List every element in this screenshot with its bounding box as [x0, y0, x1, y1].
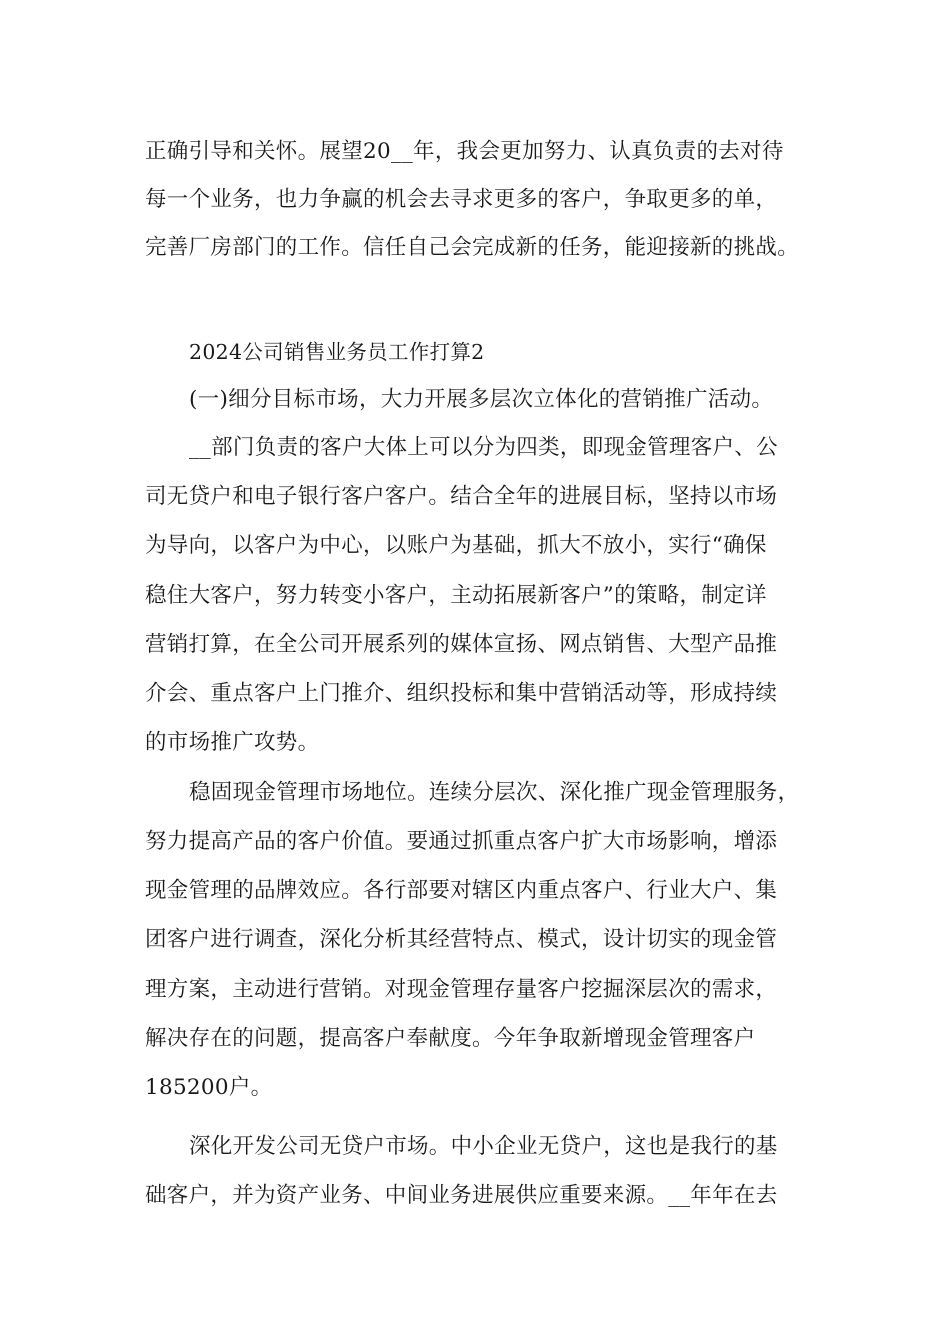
text-line: 努力提高产品的客户价值。要通过抓重点客户扩大市场影响，增添: [145, 829, 778, 854]
text-line: 解决存在的问题，提高客户奉献度。今年争取新增现金管理客户: [145, 1026, 756, 1051]
text-line: 为导向，以客户为中心，以账户为基础，抓大不放小，实行“确保: [145, 533, 767, 558]
text-line: 团客户进行调查，深化分析其经营特点、模式，设计切实的现金管: [145, 927, 778, 952]
text-line: 现金管理的品牌效应。各行部要对辖区内重点客户、行业大户、集: [145, 878, 778, 903]
text-line: 185200户。: [145, 1075, 273, 1100]
text-line: 稳住大客户，努力转变小客户，主动拓展新客户”的策略，制定详: [145, 583, 767, 608]
text-line: 司无贷户和电子银行客户客户。结合全年的进展目标，坚持以市场: [145, 484, 778, 509]
text-line: 础客户，并为资产业务、中间业务进展供应重要来源。__年年在去: [145, 1183, 778, 1208]
subsection-heading: (一)细分目标市场，大力开展多层次立体化的营销推广活动。: [189, 387, 774, 412]
text-line: 深化开发公司无贷户市场。中小企业无贷户，这也是我行的基: [189, 1134, 778, 1159]
text-line: __部门负责的客户大体上可以分为四类，即现金管理客户、公: [189, 435, 778, 460]
text-line: 每一个业务，也力争赢的机会去寻求更多的客户，争取更多的单，: [145, 187, 778, 212]
text-line: 完善厂房部门的工作。信任自己会完成新的任务，能迎接新的挑战。: [145, 235, 800, 260]
text-line: 的市场推广攻势。: [145, 730, 320, 755]
text-line: 介会、重点客户上门推介、组织投标和集中营销活动等，形成持续: [145, 681, 778, 706]
section-heading: 2024公司销售业务员工作打算2: [189, 340, 485, 364]
text-line: 稳固现金管理市场地位。连续分层次、深化推广现金管理服务，: [189, 780, 800, 805]
text-line: 营销打算，在全公司开展系列的媒体宣扬、网点销售、大型产品推: [145, 632, 778, 657]
text-line: 理方案，主动进行营销。对现金管理存量客户挖掘深层次的需求，: [145, 977, 778, 1002]
text-line: 正确引导和关怀。展望20__年，我会更加努力、认真负责的去对待: [145, 139, 784, 164]
